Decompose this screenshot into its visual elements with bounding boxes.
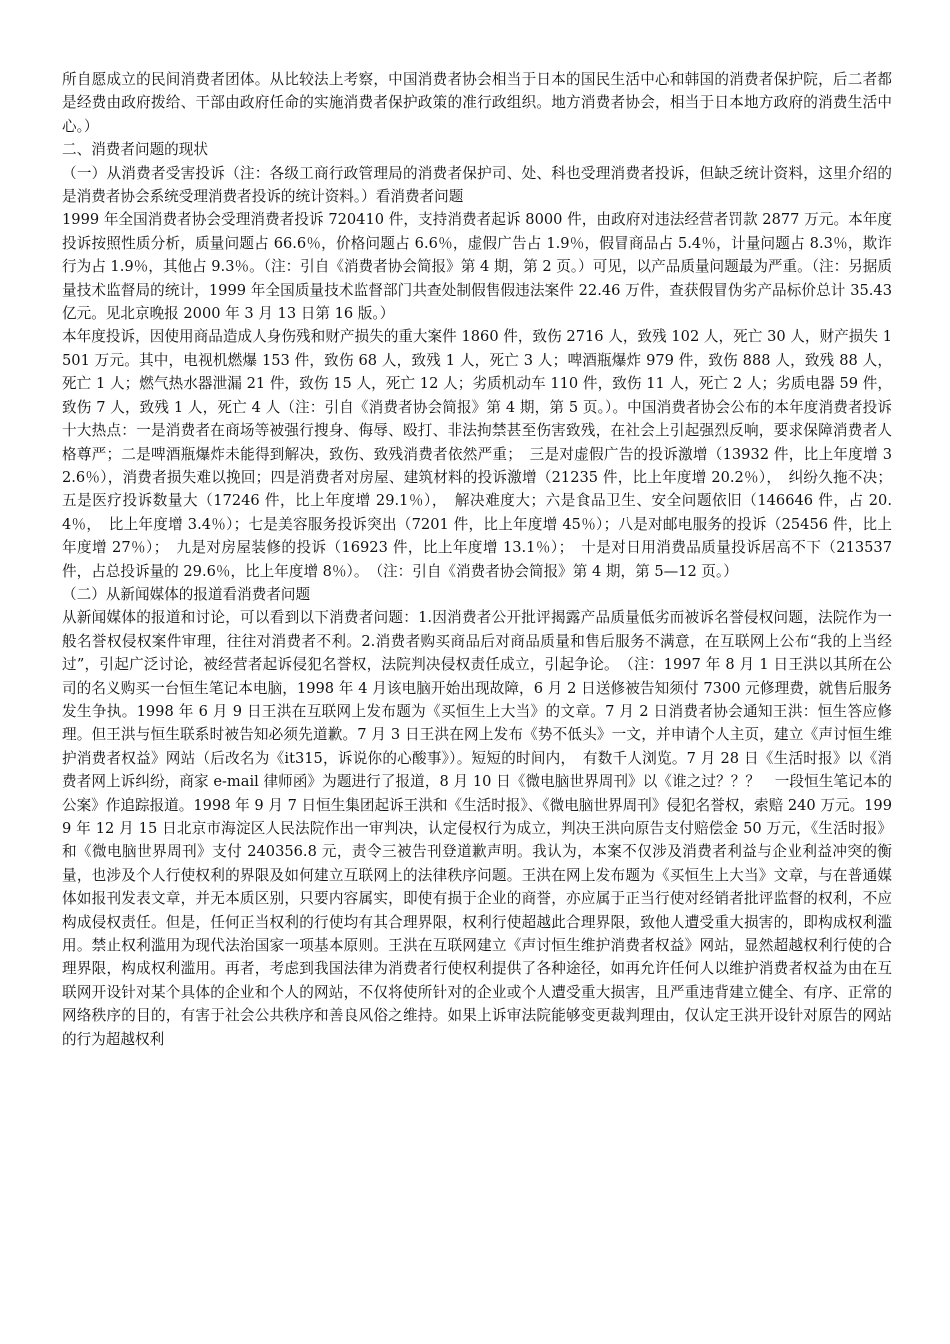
section-heading-current-status: 二、消费者问题的现状 [62,141,208,159]
paragraph-major-cases: 本年度投诉，因使用商品造成人身伤残和财产损失的重大案件 1860 件，致伤 2716 人，致残 102 人，死亡 30 人，财产损失 1501 万元。其中，电视机燃爆 153 件，致伤 68 人，致残 1 人，死亡 3 人；啤酒瓶爆炸 979 件，致伤 888 人，致残 88 人，死亡 1 人；燃气热水器泄漏 21 件，致伤 15 人，死亡 12 人；劣质机动车 110 件，致伤 11 人，死亡 2 人；劣质电器 59 件，致伤 7 人，致残 1 人，死亡 4 人（注：引自《消费者协会简报》第 4 期，第 5 页。）。中国消费者协会公布的本年度消费者投诉十大热点：一是消费者在商场等被强行搜身、侮辱、殴打、非法拘禁甚至伤害致残，在社会上引起强烈反响，要求保障消费者人格尊严；二是啤酒瓶爆炸未能得到解决，致伤、致残消费者依然严重； 三是对虚假广告的投诉激增（13932 件，比上年度增 32.6％），消费者损失难以挽回；四是消费者对房屋、建筑材料的投诉激增（21235 件，比上年度增 20.2％）， 纠纷久拖不决；五是医疗投诉数量大（17246 件，比上年度增 29.1％）， 解决难度大；六是食品卫生、安全问题依旧（146646 件，占 20.4％， 比上年度增 3.4％）；七是美容服务投诉突出（7201 件，比上年度增 45％）；八是对邮电服务的投诉（25456 件，比上年度增 27％）； 九是对房屋装修的投诉（16923 件，比上年度增 13.1％）； 十是对日用消费品质量投诉居高不下（213537 件，占总投诉量的 29.6％，比上年度增 8％）。 （注：引自《消费者协会简报》第 4 期，第 5—12 页。） [62,328,892,580]
paragraph-1999-complaints: 1999 年全国消费者协会受理消费者投诉 720410 件，支持消费者起诉 8000 件，由政府对违法经营者罚款 2877 万元。本年度投诉按照性质分析，质量问题占 66.6％，价格问题占 6.6％，虚假广告占 1.9％，假冒商品占 5.4％，计量问题占 8.3％，欺诈行为占 1.9％，其他占 9.3％。（注：引自《消费者协会简报》第 4 期，第 2 页。）可见，以产品质量问题最为严重。（注：另据质量技术监督局的统计，1999 年全国质量技术监督部门共查处制假售假违法案件 22.46 万件，查获假冒伪劣产品标价总计 35.43 亿元。见北京晚报 2000 年 3 月 13 日第 16 版。） [62,211,892,323]
subsection-heading-media: （二）从新闻媒体的报道看消费者问题 [62,585,311,603]
paragraph-media-reports: 从新闻媒体的报道和讨论，可以看到以下消费者问题：1.因消费者公开批评揭露产品质量低劣而被诉名誉侵权问题，法院作为一般名誉权侵权案件审理，往往对消费者不利。2.消费者购买商品后对商品质量和售后服务不满意，在互联网上公布“我的上当经过”，引起广泛讨论，被经营者起诉侵犯名誉权，法院判决侵权责任成立，引起争论。 （注：1997 年 8 月 1 日王洪以其所在公司的名义购买一台恒生笔记本电脑，1998 年 4 月该电脑开始出现故障，6 月 2 日送修被告知须付 7300 元修理费，就售后服务发生争执。1998 年 6 月 9 日王洪在互联网上发布题为《买恒生上大当》的文章。7 月 2 日消费者协会通知王洪：恒生答应修理。但王洪与恒生联系时被告知必须先道歉。7 月 3 日王洪在网上发布《势不低头》一文，并申请个人主页，建立《声讨恒生维护消费者权益》网站（后改名为《it315，诉说你的心酸事》）。短短的时间内， 有数千人浏览。7 月 28 日《生活时报》以《消费者网上诉纠纷，商家 e-mail 律师函》为题进行了报道，8 月 10 日《微电脑世界周刊》以《谁之过？？？ 一段恒生笔记本的公案》作追踪报道。1998 年 9 月 7 日恒生集团起诉王洪和《生活时报》、《微电脑世界周刊》侵犯名誉权，索赔 240 万元。1999 年 12 月 15 日北京市海淀区人民法院作出一审判决，认定侵权行为成立，判决王洪向原告支付赔偿金 50 万元，《生活时报》和《微电脑世界周刊》支付 240356.8 元，责令三被告刊登道歉声明。我认为，本案不仅涉及消费者利益与企业利益冲突的衡量，也涉及个人行使权利的界限及如何建立互联网上的法律秩序问题。王洪在网上发布题为《买恒生上大当》文章，与在普通媒体如报刊发表文章，并无本质区别，只要内容属实，即使有损于企业的商誉，亦应属于正当行使对经销者批评监督的权利，不应构成侵权责任。但是，任何正当权利的行使均有其合理界限，权利行使超越此合理界限，致他人遭受重大损害的，即构成权利滥用。禁止权利滥用为现代法治国家一项基本原则。王洪在互联网建立《声讨恒生维护消费者权益》网站，显然超越权利行使的合理界限，构成权利滥用。再者，考虑到我国法律为消费者行使权利提供了各种途径，如再允许任何人以维护消费者权益为由在互联网开设针对某个具体的企业和个人的网站，不仅将使所针对的企业或个人遭受重大损害，且严重违背建立健全、有序、正常的网络秩序的目的，有害于社会公共秩序和善良风俗之维持。如果上诉审法院能够变更裁判理由，仅认定王洪开设针对原告的网站的行为超越权利 [62,609,892,1048]
paragraph-intro-continuation: 所自愿成立的民间消费者团体。从比较法上考察，中国消费者协会相当于日本的国民生活中心和韩国的消费者保护院，后二者都是经费由政府拨给、干部由政府任命的实施消费者保护政策的准行政组织。地方消费者协会，相当于日本地方政府的消费生活中心。） [62,71,892,135]
subsection-heading-complaints: （一）从消费者受害投诉（注：各级工商行政管理局的消费者保护司、处、科也受理消费者投诉，但缺乏统计资料，这里介绍的是消费者协会系统受理消费者投诉的统计资料。）看消费者问题 [62,164,892,206]
